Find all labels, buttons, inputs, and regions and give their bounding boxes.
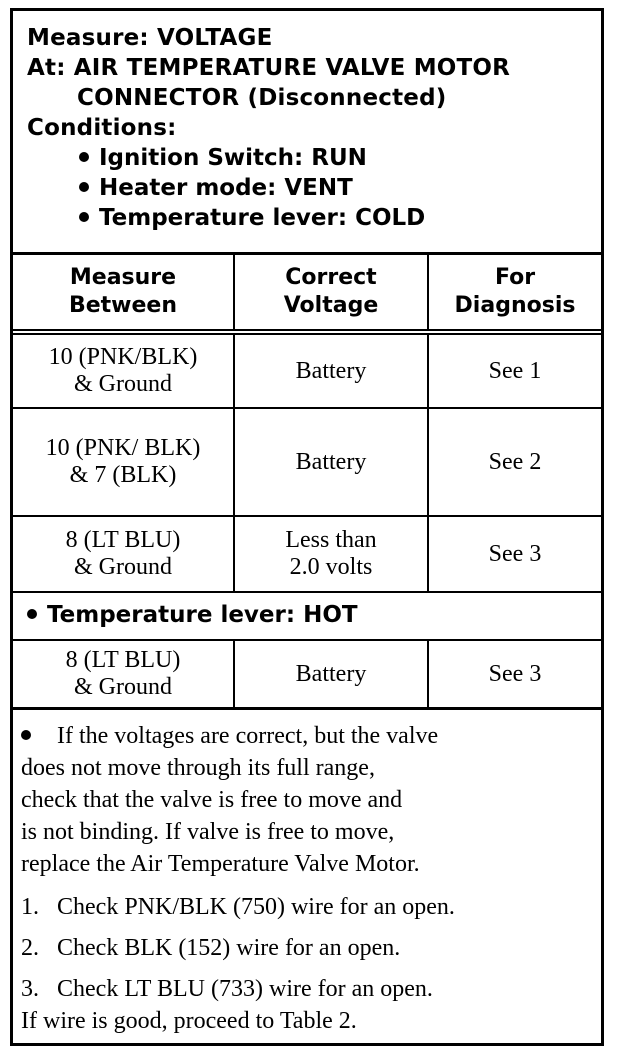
location-line-2: CONNECTOR (Disconnected) [77, 85, 447, 111]
diagnosis-notes [13, 709, 601, 1046]
correct-voltage-cell: Battery [233, 335, 427, 407]
note-item-3-line-2: If wire is good, proceed to Table 2. [21, 1008, 357, 1034]
condition-hot-label: Temperature lever: HOT [47, 602, 358, 628]
conditions-label: Conditions: [27, 115, 177, 141]
correct-voltage-cell: Less than 2.0 volts [233, 517, 427, 591]
diagnosis-cell: See 2 [427, 409, 601, 515]
diagnosis-cell: See 3 [427, 517, 601, 591]
diagnosis-cell: See 3 [427, 641, 601, 707]
note-bullet-line: check that the valve is free to move and [21, 787, 403, 813]
diagnostic-table [10, 8, 604, 1046]
correct-voltage-cell: Battery [233, 409, 427, 515]
measure-between-cell: 8 (LT BLU) & Ground [65, 647, 181, 700]
column-header-diagnosis: For Diagnosis [427, 255, 601, 329]
note-item-1: 1. Check PNK/BLK (750) wire for an open. [21, 894, 455, 920]
measure-between-cell: 10 (PNK/ BLK) & 7 (BLK) [45, 435, 201, 488]
bullet-icon [27, 609, 37, 619]
note-item-2: 2. Check BLK (152) wire for an open. [21, 935, 401, 961]
note-bullet: If the voltages are correct, but the valve [21, 721, 438, 752]
location-line-1: At: AIR TEMPERATURE VALVE MOTOR [27, 55, 511, 81]
note-bullet-line: replace the Air Temperature Valve Motor. [21, 851, 420, 877]
condition-item: Ignition Switch: RUN [79, 145, 367, 171]
test-conditions-header [13, 11, 601, 255]
bullet-icon [79, 152, 89, 162]
note-bullet-line: is not binding. If valve is free to move, [21, 819, 395, 845]
condition-band [13, 593, 601, 639]
measure-between-cell: 8 (LT BLU) & Ground [65, 527, 181, 580]
condition-item: Temperature lever: COLD [79, 205, 425, 231]
column-header-correct-voltage: Correct Voltage [233, 255, 427, 329]
measure-between-cell: 10 (PNK/BLK) & Ground [48, 344, 198, 397]
table-row [13, 517, 601, 591]
column-header-measure-between: Measure Between [68, 265, 178, 318]
bullet-icon [21, 730, 31, 740]
bullet-icon [79, 182, 89, 192]
measure-title: Measure: VOLTAGE [27, 25, 273, 51]
correct-voltage-cell: Battery [233, 641, 427, 707]
column-header-row [13, 255, 601, 329]
table-row [13, 409, 601, 515]
diagnosis-cell: See 1 [427, 335, 601, 407]
table-row [13, 641, 601, 707]
bullet-icon [79, 212, 89, 222]
note-item-3: 3. Check LT BLU (733) wire for an open. [21, 976, 433, 1002]
table-row [13, 335, 601, 407]
note-bullet-line: does not move through its full range, [21, 755, 375, 781]
condition-item: Heater mode: VENT [79, 175, 353, 201]
